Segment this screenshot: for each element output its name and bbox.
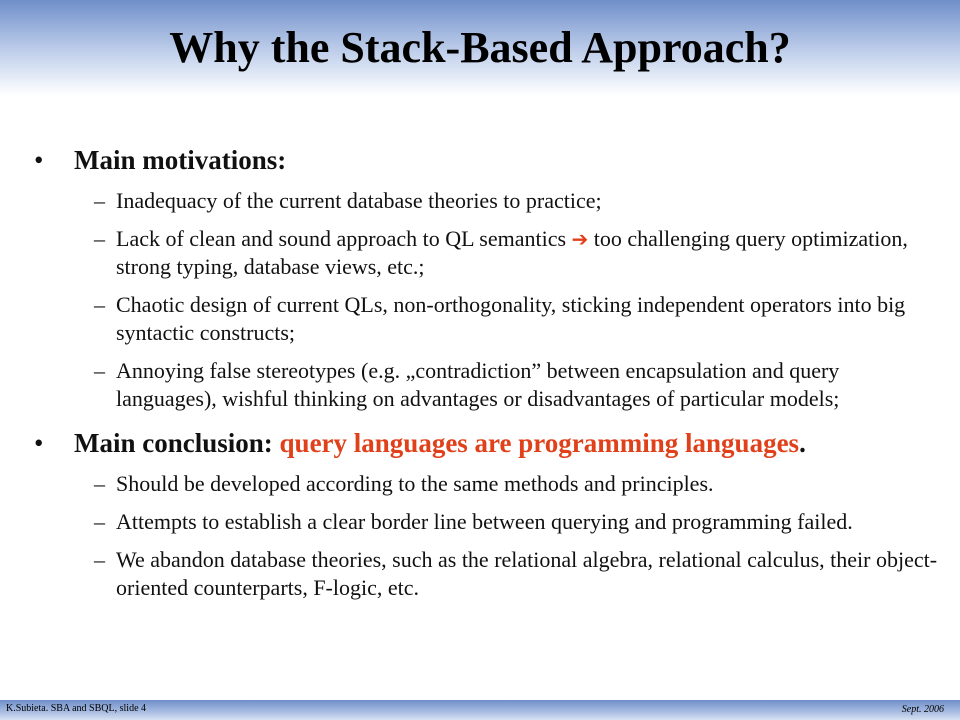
sub-bullet-abandon-theories xyxy=(34,546,950,602)
sub-bullet-text: We abandon database theories, such as the relational algebra, relational calculus, their object-oriented counterparts, F-logic, etc. xyxy=(116,547,938,600)
sub-bullet-chaotic-design xyxy=(34,291,950,347)
dash: – xyxy=(94,358,105,383)
sub-bullet-text: Chaotic design of current QLs, non-orthogonality, sticking independent operators into big syntactic constructs; xyxy=(116,292,906,345)
sub-bullet-inadequacy xyxy=(34,187,950,215)
sub-bullet-border-line xyxy=(34,508,950,536)
bullet-main-conclusion xyxy=(34,427,950,460)
slide-body xyxy=(34,144,950,612)
sub-bullet-text: Lack of clean and sound approach to QL semantics xyxy=(116,226,567,251)
bullet-dot: • xyxy=(34,428,44,458)
sub-bullet-text-continued: too challenging query optimization, strong typing, database views, etc.; xyxy=(116,226,908,279)
dash: – xyxy=(94,509,105,534)
dash: – xyxy=(94,188,105,213)
sub-bullet-text: Annoying false stereotypes (e.g. „contradiction” between encapsulation and query languages), wishful thinking on advantages or disadvantages of particular models; xyxy=(116,358,840,411)
bullet-dot: • xyxy=(34,145,44,175)
slide-title: Why the Stack-Based Approach? xyxy=(169,23,791,72)
sub-bullet-text: Should be developed according to the same methods and principles. xyxy=(116,471,714,496)
sub-bullet-text: Inadequacy of the current database theories to practice; xyxy=(116,188,602,213)
sub-bullet-text: Attempts to establish a clear border line between querying and programming failed. xyxy=(116,509,853,534)
footer-date: Sept. 2006 xyxy=(901,704,944,715)
dash: – xyxy=(94,226,105,251)
sub-bullet-lack-of-approach xyxy=(34,225,950,281)
dash: – xyxy=(94,547,105,572)
main-conclusion-heading: Main conclusion: xyxy=(74,428,280,458)
sub-bullet-stereotypes xyxy=(34,357,950,413)
right-arrow-icon: ➔ xyxy=(571,227,589,251)
conclusion-highlight: query languages are programming languages xyxy=(279,428,800,458)
footer-credit: K.Subieta. SBA and SBQL, slide 4 xyxy=(6,703,147,714)
sub-bullet-same-methods xyxy=(34,470,950,498)
conclusion-period: . xyxy=(799,428,806,458)
main-motivations-heading: Main motivations: xyxy=(74,145,287,175)
bullet-main-motivations xyxy=(34,144,950,177)
dash: – xyxy=(94,292,105,317)
dash: – xyxy=(94,471,105,496)
